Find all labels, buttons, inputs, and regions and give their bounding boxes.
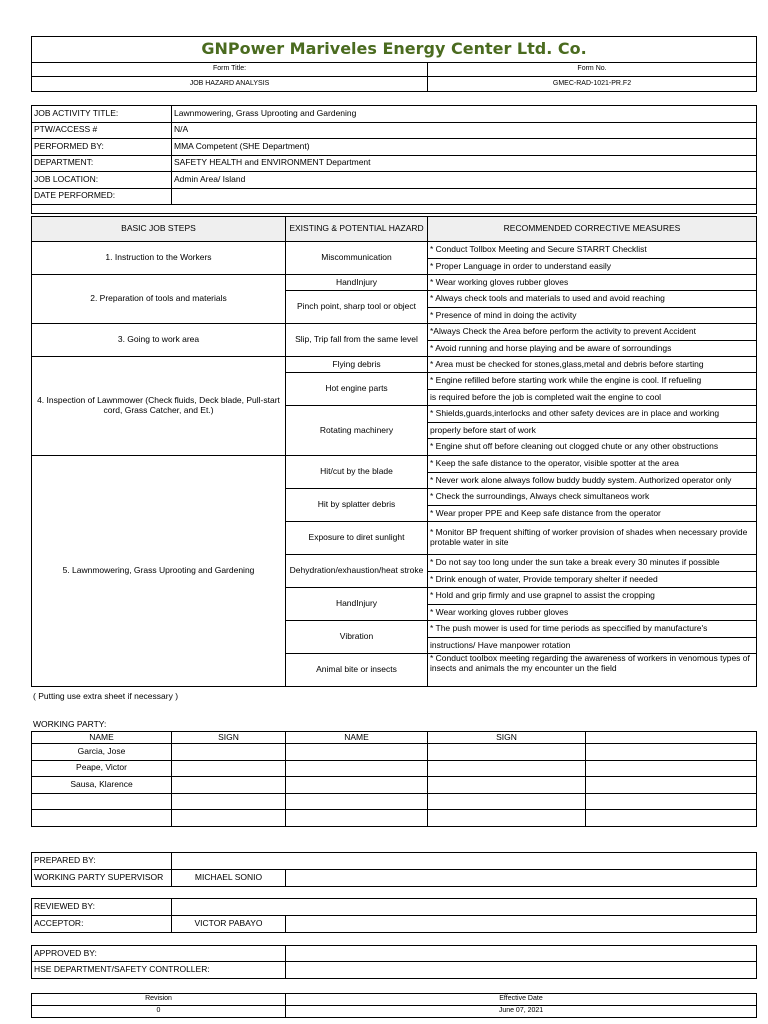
name-cell (286, 810, 428, 827)
measure: * The push mower is used for time periods as speccified by manufacture's (428, 621, 757, 638)
blank-cell (586, 744, 757, 761)
supervisor-label: WORKING PARTY SUPERVISOR (32, 870, 172, 887)
effective-date-label: Effective Date (286, 994, 757, 1006)
form-no-label: Form No. (428, 63, 757, 77)
reviewed-by-label: REVIEWED BY: (32, 899, 172, 916)
measure: * Wear working gloves rubber gloves (428, 275, 757, 291)
supervisor-sign (286, 870, 757, 887)
revision-footer (31, 993, 757, 1018)
info-value: Lawnmowering, Grass Uprooting and Gardening (172, 106, 757, 123)
measure: * Wear proper PPE and Keep safe distance from the operator (428, 506, 757, 522)
col-header-measures: RECOMMENDED CORRECTIVE MEASURES (428, 217, 757, 242)
blank-cell (586, 777, 757, 794)
hazard: Dehydration/exhaustion/heat stroke (286, 555, 428, 588)
hazard: Hot engine parts (286, 373, 428, 406)
measure: * Never work alone always follow buddy buddy system. Authorized operator only (428, 473, 757, 489)
sign-cell (428, 793, 586, 810)
measure: *Always Check the Area before perform the activity to prevent Accident (428, 324, 757, 341)
hazard: Slip, Trip fall from the same level (286, 324, 428, 357)
approved-by-label: APPROVED BY: (32, 946, 286, 962)
info-value: Admin Area/ Island (172, 172, 757, 189)
reviewed-by-value (172, 899, 757, 916)
sign-cell (172, 777, 286, 794)
hse-controller-value (286, 962, 757, 979)
hazard: Animal bite or insects (286, 654, 428, 687)
hazard: Exposure to diret sunlight (286, 522, 428, 555)
extra-sheet-note: ( Putting use extra sheet if necessary ) (33, 691, 179, 701)
job-step: 5. Lawnmowering, Grass Uprooting and Gardening (32, 456, 286, 687)
approved-by-value (286, 946, 757, 962)
col-header-steps: BASIC JOB STEPS (32, 217, 286, 242)
measure: * Engine shut off before cleaning out clogged chute or any other obstructions (428, 439, 757, 456)
measure: * Presence of mind in doing the activity (428, 308, 757, 324)
info-row (32, 188, 757, 205)
measure: * Avoid running and horse playing and be aware of sorroundings (428, 341, 757, 357)
info-value: SAFETY HEALTH and ENVIRONMENT Department (172, 155, 757, 172)
measure: * Proper Language in order to understand easily (428, 259, 757, 275)
col-header-sign: SIGN (428, 732, 586, 744)
info-row (32, 122, 757, 139)
hazard: HandInjury (286, 275, 428, 291)
table-row (32, 777, 757, 794)
approved-by-table (31, 945, 757, 979)
table-row (32, 793, 757, 810)
sign-cell (172, 793, 286, 810)
job-step: 4. Inspection of Lawnmower (Check fluids, Deck blade, Pull-start cord, Grass Catcher, and Et.) (32, 357, 286, 456)
info-row (32, 106, 757, 123)
member-name: Garcia, Jose (32, 744, 172, 761)
measure: * Drink enough of water, Provide temporary shelter if needed (428, 572, 757, 588)
name-cell (286, 744, 428, 761)
working-party-label: WORKING PARTY: (33, 719, 107, 729)
blank-cell (586, 810, 757, 827)
hazard-table (31, 216, 757, 687)
member-name (32, 793, 172, 810)
measure: * Hold and grip firmly and use grapnel to assist the cropping (428, 588, 757, 605)
col-header-name: NAME (32, 732, 172, 744)
hazard: Pinch point, sharp tool or object (286, 291, 428, 324)
measure: * Shields,guards,interlocks and other safety devices are in place and working (428, 406, 757, 423)
job-step: 3. Going to work area (32, 324, 286, 357)
hazard: Hit by splatter debris (286, 489, 428, 522)
effective-date-value: June 07, 2021 (286, 1006, 757, 1018)
supervisor-name: MICHAEL SONIO (172, 870, 286, 887)
job-step: 2. Preparation of tools and materials (32, 275, 286, 324)
name-cell (286, 760, 428, 777)
sign-cell (428, 744, 586, 761)
prepared-by-label: PREPARED BY: (32, 853, 172, 870)
prepared-by-value (172, 853, 757, 870)
info-value (172, 188, 757, 205)
col-header-hazard: EXISTING & POTENTIAL HAZARD (286, 217, 428, 242)
measure: * Do not say too long under the sun take a break every 30 minutes if possible (428, 555, 757, 572)
member-name: Sausa, Klarence (32, 777, 172, 794)
form-no-value: GMEC-RAD-1021-PR.F2 (428, 77, 757, 92)
measure: is required before the job is completed wait the engine to cool (428, 390, 757, 406)
form-title-label: Form Title: (32, 63, 428, 77)
table-row (32, 810, 757, 827)
info-row (32, 139, 757, 156)
sign-cell (172, 744, 286, 761)
blank-cell (586, 793, 757, 810)
sign-cell (428, 777, 586, 794)
acceptor-sign (286, 916, 757, 933)
name-cell (286, 793, 428, 810)
info-label: DEPARTMENT: (32, 155, 172, 172)
spacer-row (32, 205, 757, 214)
info-label: PERFORMED BY: (32, 139, 172, 156)
hazard: Rotating machinery (286, 406, 428, 456)
sign-cell (428, 810, 586, 827)
measure: properly before start of work (428, 423, 757, 439)
info-value: MMA Competent (SHE Department) (172, 139, 757, 156)
reviewed-by-table (31, 898, 757, 933)
member-name (32, 810, 172, 827)
measure: * Keep the safe distance to the operator, visible spotter at the area (428, 456, 757, 473)
job-info-table (31, 105, 757, 214)
info-row (32, 155, 757, 172)
acceptor-name: VICTOR PABAYO (172, 916, 286, 933)
hse-controller-label: HSE DEPARTMENT/SAFETY CONTROLLER: (32, 962, 286, 979)
hazard: Flying debris (286, 357, 428, 373)
table-row (32, 760, 757, 777)
info-label: PTW/ACCESS # (32, 122, 172, 139)
prepared-by-table (31, 852, 757, 887)
col-header-sign: SIGN (172, 732, 286, 744)
measure: * Wear working gloves rubber gloves (428, 605, 757, 621)
revision-label: Revision (32, 994, 286, 1006)
sign-cell (172, 760, 286, 777)
form-title-value: JOB HAZARD ANALYSIS (32, 77, 428, 92)
hazard: Vibration (286, 621, 428, 654)
member-name: Peape, Victor (32, 760, 172, 777)
revision-value: 0 (32, 1006, 286, 1018)
form-header (31, 36, 757, 92)
info-label: JOB LOCATION: (32, 172, 172, 189)
sign-cell (172, 810, 286, 827)
name-cell (286, 777, 428, 794)
blank-cell (586, 732, 757, 744)
working-party-table (31, 731, 757, 827)
blank-cell (586, 760, 757, 777)
table-row (32, 744, 757, 761)
job-step: 1. Instruction to the Workers (32, 242, 286, 275)
measure: * Area must be checked for stones,glass,metal and debris before starting (428, 357, 757, 373)
measure: * Check the surroundings, Always check simultaneos work (428, 489, 757, 506)
acceptor-label: ACCEPTOR: (32, 916, 172, 933)
measure: * Engine refilled before starting work while the engine is cool. If refueling (428, 373, 757, 390)
sign-cell (428, 760, 586, 777)
measure: * Always check tools and materials to used and avoid reaching (428, 291, 757, 308)
measure: * Monitor BP frequent shifting of worker provision of shades when necessary provide protable water in site (428, 522, 757, 555)
company-title: GNPower Mariveles Energy Center Ltd. Co. (32, 37, 757, 63)
hazard: Hit/cut by the blade (286, 456, 428, 489)
measure: * Conduct toolbox meeting regarding the awareness of workers in venomous types of insects and animals the my encounter un the field (428, 654, 757, 687)
info-value: N/A (172, 122, 757, 139)
measure: * Conduct Tollbox Meeting and Secure STARRT Checklist (428, 242, 757, 259)
hazard: HandInjury (286, 588, 428, 621)
col-header-name: NAME (286, 732, 428, 744)
measure: instructions/ Have manpower rotation (428, 638, 757, 654)
info-label: DATE PERFORMED: (32, 188, 172, 205)
info-row (32, 172, 757, 189)
info-label: JOB ACTIVITY TITLE: (32, 106, 172, 123)
hazard: Miscommunication (286, 242, 428, 275)
